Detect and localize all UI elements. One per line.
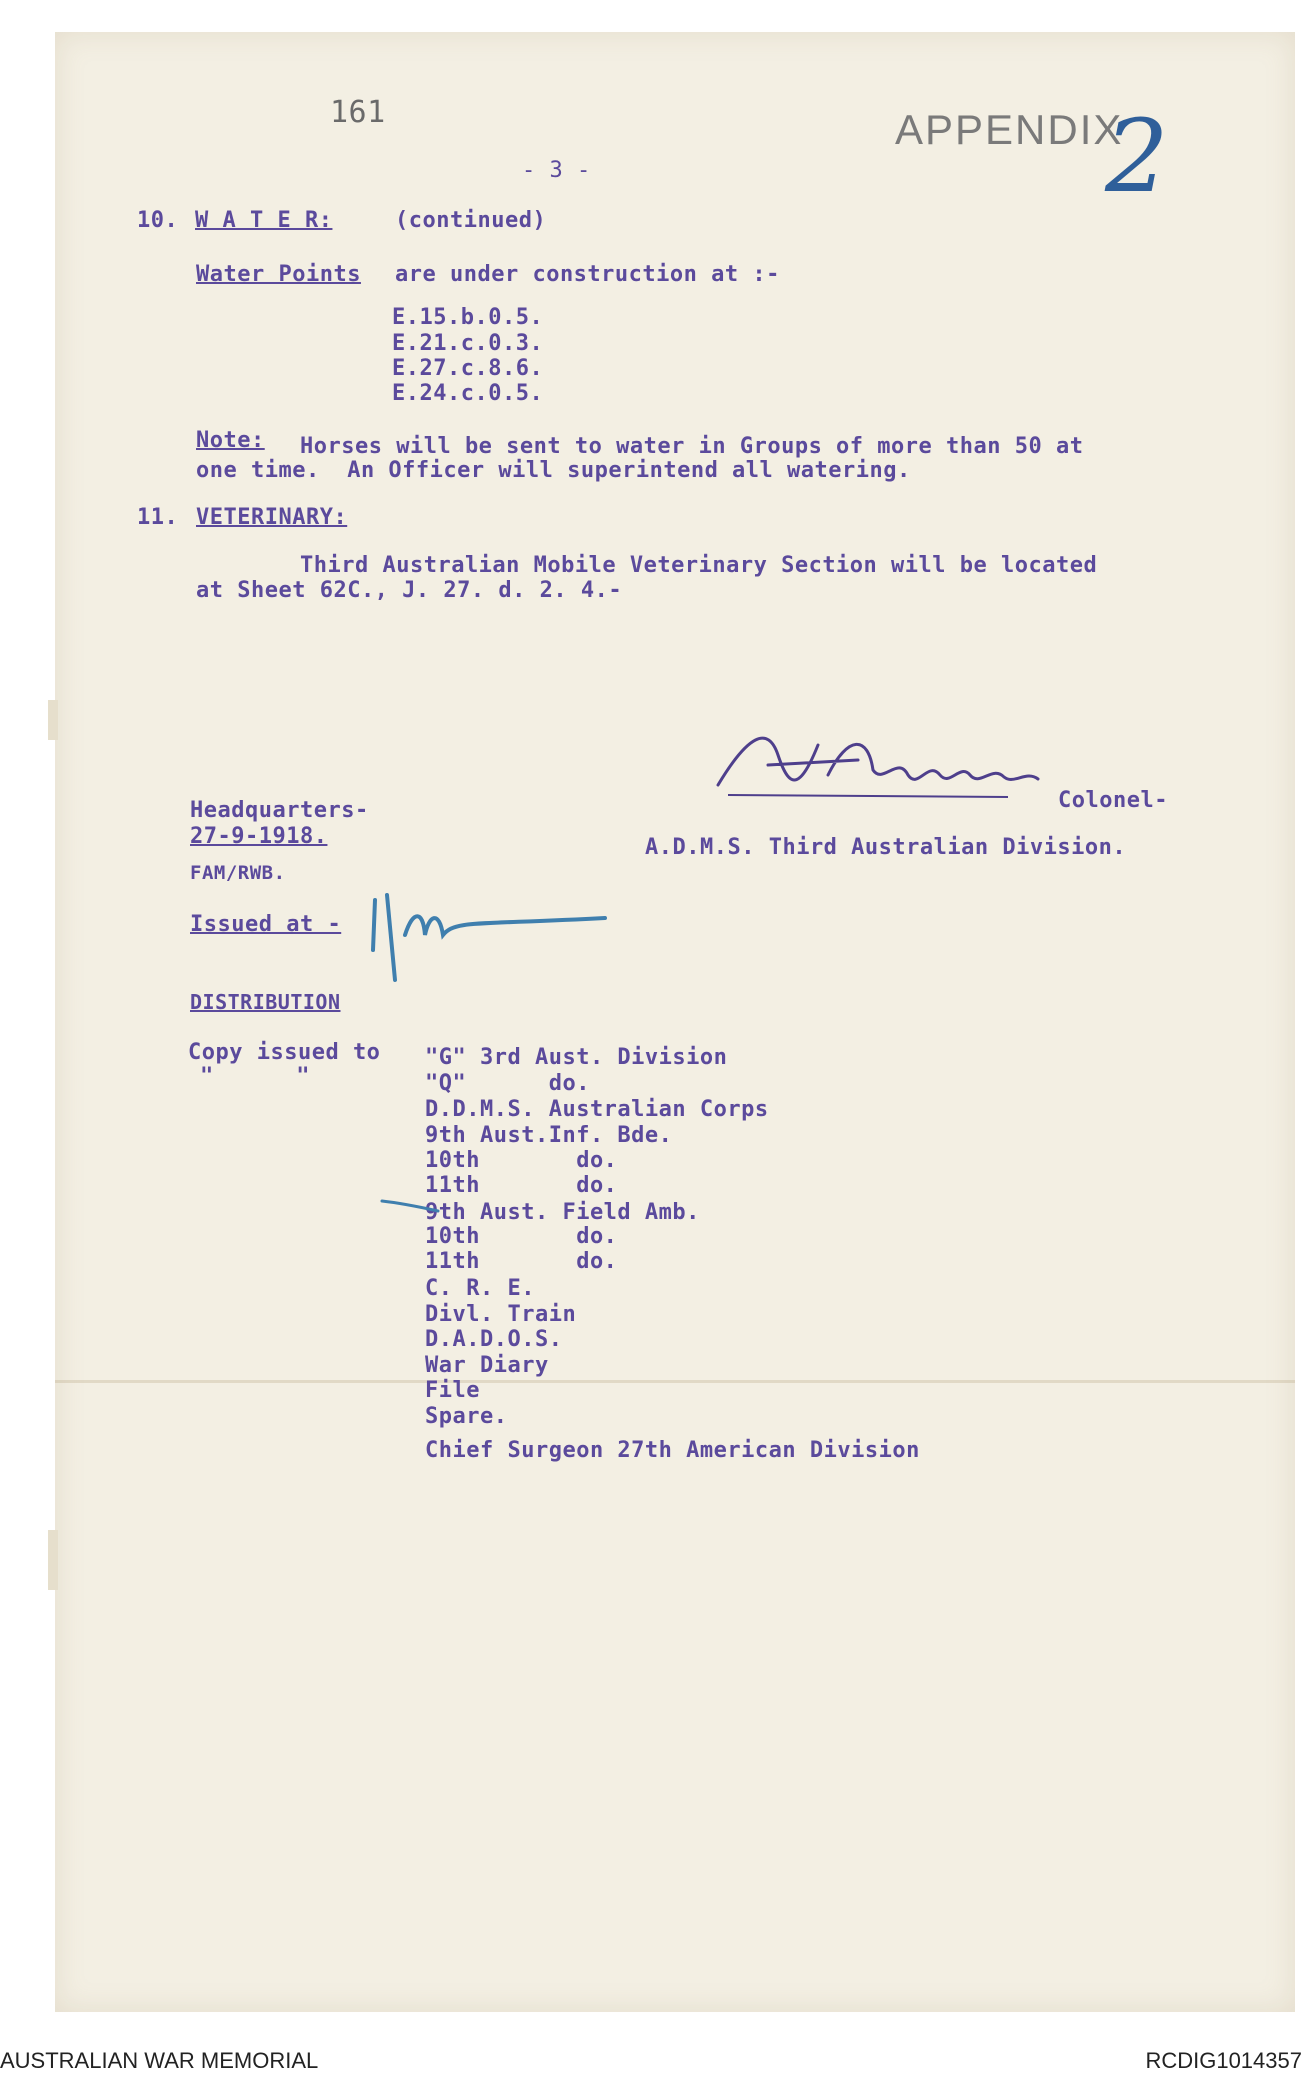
torn-edge [48,1530,58,1590]
recipient: 11th do. [425,1249,618,1274]
issued-at-label: Issued at - [190,912,342,937]
headquarters-date: 27-9-1918. [190,824,328,849]
signature [708,715,1068,815]
appendix-number-handwritten: 2 [1105,98,1169,215]
water-point: E.27.c.8.6. [392,356,544,381]
section-10-number: 10. [137,208,179,233]
appendix-stamp: APPENDIX [895,106,1124,153]
pencil-tick-mark [380,1195,440,1215]
recipient: 10th do. [425,1224,618,1249]
signature-rank: Colonel- [1058,788,1168,813]
recipient: Chief Surgeon 27th American Division [425,1438,920,1463]
note-label: Note: [196,428,265,453]
recipient: D.D.M.S. Australian Corps [425,1097,769,1122]
signature-title: A.D.M.S. Third Australian Division. [645,835,1127,860]
headquarters-ref: FAM/RWB. [190,862,286,884]
section-10-title: W A T E R: [195,208,333,233]
note-line: one time. An Officer will superintend all watering. [196,458,911,483]
footer-reference-id: RCDIG1014357 [1145,2048,1302,2073]
paper-fold-line [55,1380,1295,1383]
note-line: Horses will be sent to water in Groups of more than 50 at [300,434,1084,459]
footer-institution: AUSTRALIAN WAR MEMORIAL [0,2048,319,2073]
section-10-suffix: (continued) [395,208,547,233]
recipient: "G" 3rd Aust. Division [425,1045,728,1070]
page-marker: - 3 - [522,158,591,183]
water-point: E.24.c.0.5. [392,381,544,406]
recipient: File [425,1378,480,1403]
recipient: War Diary [425,1353,549,1378]
ditto-marks: " " [200,1064,310,1089]
water-point: E.21.c.0.3. [392,331,544,356]
water-points-intro: are under construction at :- [395,262,780,287]
recipient: Spare. [425,1404,508,1429]
recipient: 10th do. [425,1148,618,1173]
water-point: E.15.b.0.5. [392,305,544,330]
recipient: Divl. Train [425,1302,577,1327]
copy-issued-label: Copy issued to [188,1040,381,1065]
recipient: C. R. E. [425,1276,535,1301]
veterinary-line: Third Australian Mobile Veterinary Section will be located [300,553,1098,578]
recipient: 9th Aust.Inf. Bde. [425,1123,673,1148]
folio-number: 161 [330,95,386,130]
section-11-title: VETERINARY: [196,505,348,530]
veterinary-line: at Sheet 62C., J. 27. d. 2. 4.- [196,578,623,603]
section-11-number: 11. [137,505,179,530]
document-page [55,32,1295,2012]
issued-time-handwritten [365,880,605,990]
distribution-heading: DISTRIBUTION [190,990,341,1014]
recipient: D.A.D.O.S. [425,1327,563,1352]
recipient: 9th Aust. Field Amb. [425,1200,700,1225]
recipient: "Q" do. [425,1071,590,1096]
water-points-lead: Water Points [196,262,361,287]
torn-edge [48,700,58,740]
headquarters-label: Headquarters- [190,798,369,823]
recipient: 11th do. [425,1173,618,1198]
